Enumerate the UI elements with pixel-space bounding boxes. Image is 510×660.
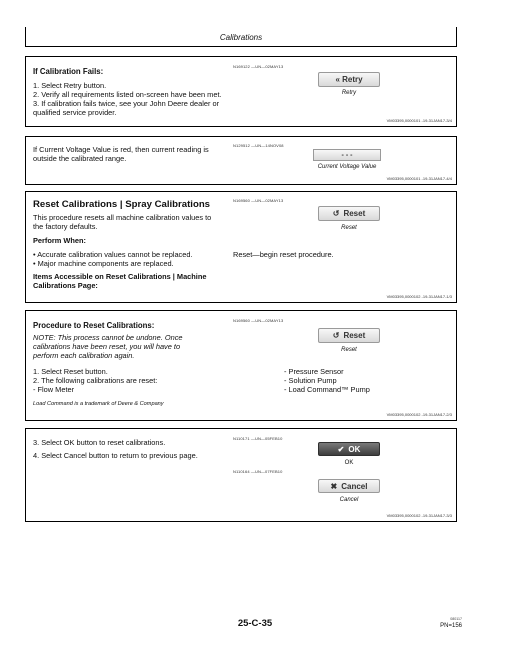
trademark-note: Load Command is a trademark of Deere & Company <box>33 401 164 407</box>
pn-number: PN=156 <box>440 623 462 629</box>
reset-button-label: Reset <box>343 331 366 340</box>
calibration-list-item: - Solution Pump <box>284 376 337 385</box>
step-item: 2. The following calibrations are reset: <box>33 376 158 385</box>
cancel-button[interactable] <box>318 479 380 493</box>
ok-button-label: OK <box>348 444 361 454</box>
body-line: If Current Voltage Value is red, then current reading is <box>33 145 209 154</box>
cancel-button-label: Cancel <box>341 481 368 491</box>
reset-button-label: Reset <box>343 209 366 218</box>
step-item: 1. Select Reset button. <box>33 367 108 376</box>
reset-caption: Reset <box>341 347 357 353</box>
figure-ref: N169122 —UN—02MAY13 <box>233 64 284 69</box>
retry-button[interactable]: « Retry <box>318 72 380 87</box>
section-heading: Procedure to Reset Calibrations: <box>33 321 155 330</box>
section-footer: VM03395,0000101 -19-31JAN17-3/4 <box>386 118 452 123</box>
section-heading: Reset Calibrations | Spray Calibrations <box>33 199 211 210</box>
step-item: - Flow Meter <box>33 385 75 394</box>
items-heading: Items Accessible on Reset Calibrations | Machine <box>33 272 207 281</box>
ok-button[interactable] <box>318 442 380 456</box>
section-confirm-reset <box>25 428 457 522</box>
reset-caption: Reset <box>341 225 357 231</box>
step-item: 1. Select Retry button. <box>33 81 107 90</box>
section-calibration-fails <box>25 56 457 127</box>
section-footer: VM03395,0000102 -19-31JAN17-3/3 <box>386 513 452 518</box>
section-footer: VM03395,0000101 -19-31JAN17-4/4 <box>386 176 452 181</box>
step-item: 3. Select OK button to reset calibrations. <box>33 438 166 447</box>
page-code: 080117 <box>450 617 462 621</box>
retry-caption: Retry <box>341 90 357 96</box>
reset-button[interactable] <box>318 206 380 221</box>
close-icon: ✖ <box>330 481 338 491</box>
cancel-caption: Cancel <box>339 497 359 503</box>
current-voltage-caption: Current Voltage Value <box>317 164 377 170</box>
calibration-list-item: - Load Command™ Pump <box>284 385 370 394</box>
body-line: This procedure resets all machine calibration values to <box>33 213 212 222</box>
reset-button[interactable] <box>318 328 380 343</box>
section-reset-calibrations <box>25 191 457 303</box>
figure-ref: N129512 —UN—14NOV08 <box>233 143 284 148</box>
reset-description: Reset—begin reset procedure. <box>233 250 334 259</box>
checkmark-icon: ✔ <box>337 444 345 454</box>
figure-ref: N110164 —UN—07FEB10 <box>233 469 283 474</box>
figure-ref: N110171 —UN—05FEB10 <box>233 436 283 441</box>
step-item: 4. Select Cancel button to return to previous page. <box>33 451 198 460</box>
figure-ref: N169560 —UN—02MAY13 <box>233 318 284 323</box>
bullet-item: • Major machine components are replaced. <box>33 259 174 268</box>
section-heading: If Calibration Fails: <box>33 67 104 76</box>
step-item: 2. Verify all requirements listed on-screen have been met. <box>33 90 222 99</box>
step-item: qualified service provider. <box>33 108 117 117</box>
undo-icon: ↺ <box>332 331 340 340</box>
ok-caption: OK <box>344 460 354 466</box>
section-footer: VM03395,0000102 -19-31JAN17-1/3 <box>386 294 452 299</box>
step-item: 3. If calibration fails twice, see your John Deere dealer or <box>33 99 220 108</box>
note-line: perform each calibration again. <box>33 351 135 360</box>
body-line: the factory defaults. <box>33 222 98 231</box>
perform-heading: Perform When: <box>33 236 86 245</box>
section-procedure-reset <box>25 310 457 421</box>
section-footer: VM03395,0000102 -19-31JAN17-2/3 <box>386 412 452 417</box>
note-line: calibrations have been reset, you will have to <box>33 342 181 351</box>
section-current-voltage <box>25 136 457 185</box>
page-header <box>25 27 457 47</box>
body-line: outside the calibrated range. <box>33 154 127 163</box>
figure-ref: N169560 —UN—02MAY13 <box>233 198 284 203</box>
calibration-list-item: - Pressure Sensor <box>284 367 344 376</box>
items-heading: Calibrations Page: <box>33 281 98 290</box>
undo-icon: ↺ <box>332 209 340 218</box>
page-header-title: Calibrations <box>219 33 263 42</box>
page-number: 25-C-35 <box>237 618 273 629</box>
current-voltage-display: - - - <box>313 149 381 161</box>
note-line: NOTE: This process cannot be undone. Once <box>33 333 183 342</box>
bullet-item: • Accurate calibration values cannot be replaced. <box>33 250 193 259</box>
